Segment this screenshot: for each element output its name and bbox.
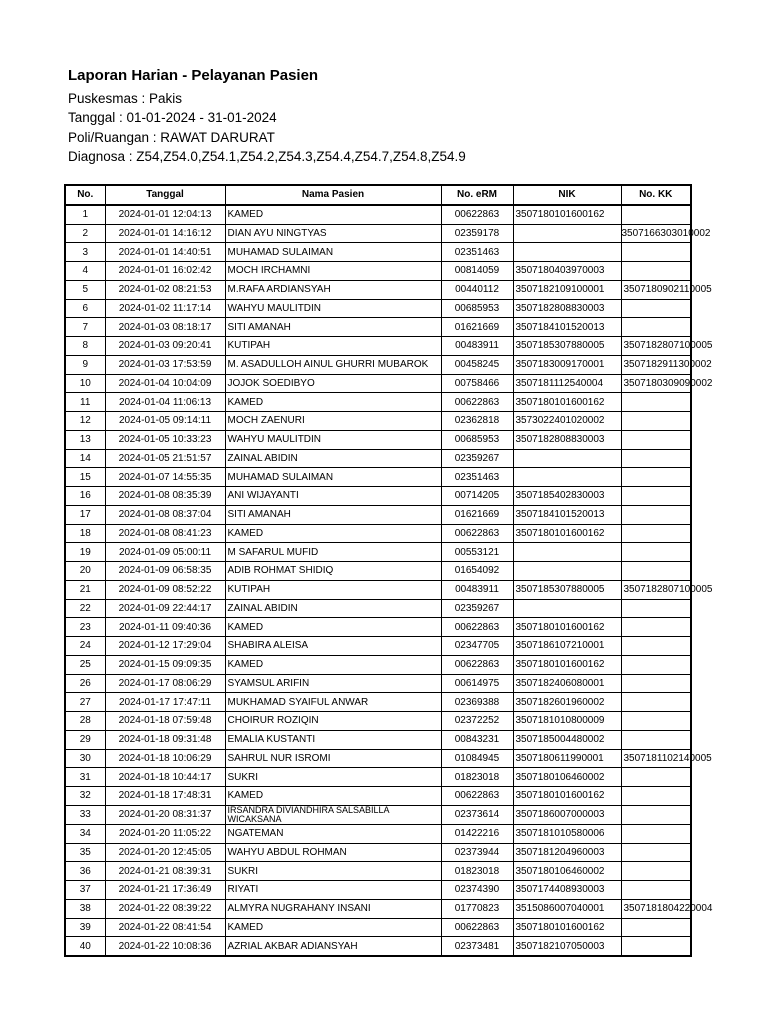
- cell-erm: 02362818: [441, 412, 513, 431]
- col-header-nama: Nama Pasien: [225, 185, 441, 205]
- cell-no: 35: [65, 843, 105, 862]
- cell-tanggal: 2024-01-22 08:41:54: [105, 918, 225, 937]
- cell-tanggal: 2024-01-22 10:08:36: [105, 937, 225, 956]
- cell-nik: 3507186107210001: [513, 637, 621, 656]
- cell-erm: 00622863: [441, 524, 513, 543]
- cell-tanggal: 2024-01-18 17:48:31: [105, 787, 225, 806]
- cell-nama: AZRIAL AKBAR ADIANSYAH: [225, 937, 441, 956]
- cell-kk: [621, 205, 691, 224]
- cell-no: 7: [65, 318, 105, 337]
- cell-no: 31: [65, 768, 105, 787]
- cell-nik: 3573022401020002: [513, 412, 621, 431]
- cell-no: 34: [65, 824, 105, 843]
- cell-erm: 02351463: [441, 243, 513, 262]
- cell-kk: [621, 655, 691, 674]
- cell-nama: IRSANDRA DIVIANDHIRA SALSABILLA WICAKSANA: [225, 805, 441, 824]
- cell-tanggal: 2024-01-01 16:02:42: [105, 262, 225, 281]
- cell-nik: 3507181010580006: [513, 824, 621, 843]
- cell-nik: 3507180101600162: [513, 618, 621, 637]
- patient-table: [64, 184, 713, 957]
- cell-nama: KAMED: [225, 393, 441, 412]
- cell-kk: [621, 318, 691, 337]
- cell-kk: [621, 637, 691, 656]
- cell-tanggal: 2024-01-01 14:16:12: [105, 224, 225, 243]
- cell-nik: [513, 468, 621, 487]
- cell-no: 3: [65, 243, 105, 262]
- cell-kk: [621, 824, 691, 843]
- table-row: [65, 918, 691, 937]
- cell-tanggal: 2024-01-20 12:45:05: [105, 843, 225, 862]
- table-row: [65, 749, 691, 768]
- cell-kk: [621, 393, 691, 412]
- table-row: [65, 824, 691, 843]
- cell-erm: 02373944: [441, 843, 513, 862]
- cell-nama: MOCH ZAENURI: [225, 412, 441, 431]
- cell-kk: [621, 412, 691, 431]
- cell-no: 5: [65, 280, 105, 299]
- cell-nama: KUTIPAH: [225, 580, 441, 599]
- report-title: Laporan Harian - Pelayanan Pasien: [68, 67, 319, 84]
- cell-tanggal: 2024-01-09 06:58:35: [105, 562, 225, 581]
- cell-no: 11: [65, 393, 105, 412]
- cell-tanggal: 2024-01-17 17:47:11: [105, 693, 225, 712]
- cell-erm: 01084945: [441, 749, 513, 768]
- table-row: [65, 243, 691, 262]
- table-row: [65, 599, 691, 618]
- cell-kk: [621, 487, 691, 506]
- table-row: [65, 805, 691, 824]
- cell-erm: 00458245: [441, 355, 513, 374]
- cell-nama: SHABIRA ALEISA: [225, 637, 441, 656]
- cell-nik: 3507185307880005: [513, 337, 621, 356]
- cell-erm: 00622863: [441, 655, 513, 674]
- cell-nik: 3507180101600162: [513, 393, 621, 412]
- cell-no: 2: [65, 224, 105, 243]
- diagnosa-line: Diagnosa : Z54,Z54.0,Z54.1,Z54.2,Z54.3,Z54.4,Z54.7,Z54.8,Z54.9: [68, 149, 466, 165]
- cell-nik: 3507174408930003: [513, 881, 621, 900]
- table-row: [65, 655, 691, 674]
- cell-no: 1: [65, 205, 105, 224]
- cell-nama: KAMED: [225, 618, 441, 637]
- cell-tanggal: 2024-01-04 10:04:09: [105, 374, 225, 393]
- cell-nik: 3507181010800009: [513, 712, 621, 731]
- cell-nama: JOJOK SOEDIBYO: [225, 374, 441, 393]
- cell-nik: 3507182107050003: [513, 937, 621, 956]
- cell-nama: SAHRUL NUR ISROMI: [225, 749, 441, 768]
- cell-erm: 01621669: [441, 318, 513, 337]
- cell-nama: M. ASADULLOH AINUL GHURRI MUBAROK: [225, 355, 441, 374]
- cell-no: 27: [65, 693, 105, 712]
- cell-nama: RIYATI: [225, 881, 441, 900]
- cell-erm: 02351463: [441, 468, 513, 487]
- cell-tanggal: 2024-01-02 08:21:53: [105, 280, 225, 299]
- table-row: [65, 862, 691, 881]
- cell-erm: 02369388: [441, 693, 513, 712]
- cell-tanggal: 2024-01-18 10:44:17: [105, 768, 225, 787]
- cell-tanggal: 2024-01-02 11:17:14: [105, 299, 225, 318]
- cell-erm: 02372252: [441, 712, 513, 731]
- cell-nik: 3507182109100001: [513, 280, 621, 299]
- cell-nama: SYAMSUL ARIFIN: [225, 674, 441, 693]
- cell-tanggal: 2024-01-18 07:59:48: [105, 712, 225, 731]
- cell-erm: 01654092: [441, 562, 513, 581]
- table-row: [65, 412, 691, 431]
- date-range-line: Tanggal : 01-01-2024 - 31-01-2024: [68, 110, 277, 126]
- cell-nama: MUKHAMAD SYAIFUL ANWAR: [225, 693, 441, 712]
- cell-no: 36: [65, 862, 105, 881]
- cell-erm: 00440112: [441, 280, 513, 299]
- cell-tanggal: 2024-01-20 11:05:22: [105, 824, 225, 843]
- cell-nik: 3507180106460002: [513, 768, 621, 787]
- cell-no: 22: [65, 599, 105, 618]
- cell-nik: 3507184101520013: [513, 505, 621, 524]
- cell-tanggal: 2024-01-05 10:33:23: [105, 430, 225, 449]
- cell-no: 29: [65, 730, 105, 749]
- table-row: [65, 224, 691, 243]
- cell-no: 14: [65, 449, 105, 468]
- cell-nama: SUKRI: [225, 862, 441, 881]
- cell-erm: 02374390: [441, 881, 513, 900]
- cell-no: 6: [65, 299, 105, 318]
- cell-nama: KAMED: [225, 918, 441, 937]
- col-header-nik: NIK: [513, 185, 621, 205]
- cell-tanggal: 2024-01-03 17:53:59: [105, 355, 225, 374]
- cell-erm: 01823018: [441, 768, 513, 787]
- cell-no: 28: [65, 712, 105, 731]
- cell-nama: KAMED: [225, 524, 441, 543]
- cell-nama: ZAINAL ABIDIN: [225, 599, 441, 618]
- table-row: [65, 299, 691, 318]
- cell-tanggal: 2024-01-05 21:51:57: [105, 449, 225, 468]
- table-row: [65, 543, 691, 562]
- poli-line: Poli/Ruangan : RAWAT DARURAT: [68, 129, 275, 145]
- cell-nik: 3507182808830003: [513, 299, 621, 318]
- cell-nama: MUHAMAD SULAIMAN: [225, 243, 441, 262]
- cell-nama: SUKRI: [225, 768, 441, 787]
- table-row: [65, 374, 691, 393]
- cell-erm: 01621669: [441, 505, 513, 524]
- cell-nik: 3507185004480002: [513, 730, 621, 749]
- cell-nama: KAMED: [225, 787, 441, 806]
- table-row: [65, 843, 691, 862]
- cell-kk: [621, 843, 691, 862]
- cell-nik: 3507180101600162: [513, 918, 621, 937]
- col-header-no: No.: [65, 185, 105, 205]
- cell-nik: [513, 562, 621, 581]
- cell-kk: [621, 243, 691, 262]
- table-row: [65, 487, 691, 506]
- cell-tanggal: 2024-01-08 08:37:04: [105, 505, 225, 524]
- cell-kk: [621, 730, 691, 749]
- cell-nama: ALMYRA NUGRAHANY INSANI: [225, 899, 441, 918]
- cell-nama: MOCH IRCHAMNI: [225, 262, 441, 281]
- cell-erm: 00622863: [441, 393, 513, 412]
- cell-no: 21: [65, 580, 105, 599]
- cell-nama: M SAFARUL MUFID: [225, 543, 441, 562]
- cell-no: 12: [65, 412, 105, 431]
- cell-tanggal: 2024-01-08 08:35:39: [105, 487, 225, 506]
- cell-erm: 00622863: [441, 787, 513, 806]
- table-row: [65, 393, 691, 412]
- cell-kk: 3507180309090002: [621, 374, 691, 393]
- cell-erm: 00685953: [441, 430, 513, 449]
- table-body: [65, 205, 713, 956]
- cell-kk: 3507182807100005: [621, 337, 691, 356]
- table-row: [65, 205, 691, 224]
- cell-no: 24: [65, 637, 105, 656]
- cell-no: 9: [65, 355, 105, 374]
- cell-tanggal: 2024-01-08 08:41:23: [105, 524, 225, 543]
- cell-kk: [621, 693, 691, 712]
- cell-erm: 02359267: [441, 599, 513, 618]
- cell-no: 19: [65, 543, 105, 562]
- cell-kk: [621, 881, 691, 900]
- cell-erm: 00758466: [441, 374, 513, 393]
- table-row: [65, 730, 691, 749]
- cell-nik: 3507180106460002: [513, 862, 621, 881]
- cell-nama: ADIB ROHMAT SHIDIQ: [225, 562, 441, 581]
- cell-tanggal: 2024-01-21 17:36:49: [105, 881, 225, 900]
- cell-nama: NGATEMAN: [225, 824, 441, 843]
- table-row: [65, 899, 691, 918]
- cell-no: 38: [65, 899, 105, 918]
- cell-nik: 3507186007000003: [513, 805, 621, 824]
- cell-erm: 02359178: [441, 224, 513, 243]
- cell-erm: 00614975: [441, 674, 513, 693]
- cell-nik: 3515086007040001: [513, 899, 621, 918]
- cell-tanggal: 2024-01-15 09:09:35: [105, 655, 225, 674]
- cell-nama: ZAINAL ABIDIN: [225, 449, 441, 468]
- table-row: [65, 449, 691, 468]
- cell-no: 32: [65, 787, 105, 806]
- cell-nama: WAHYU MAULITDIN: [225, 299, 441, 318]
- cell-nama: MUHAMAD SULAIMAN: [225, 468, 441, 487]
- cell-no: 40: [65, 937, 105, 956]
- cell-tanggal: 2024-01-03 08:18:17: [105, 318, 225, 337]
- cell-no: 18: [65, 524, 105, 543]
- cell-erm: 02359267: [441, 449, 513, 468]
- cell-kk: [621, 468, 691, 487]
- cell-nik: 3507184101520013: [513, 318, 621, 337]
- table-row: [65, 580, 691, 599]
- cell-no: 25: [65, 655, 105, 674]
- cell-nama: CHOIRUR ROZIQIN: [225, 712, 441, 731]
- puskesmas-line: Puskesmas : Pakis: [68, 91, 183, 106]
- cell-tanggal: 2024-01-18 09:31:48: [105, 730, 225, 749]
- cell-kk: [621, 937, 691, 956]
- cell-erm: 02347705: [441, 637, 513, 656]
- cell-tanggal: 2024-01-07 14:55:35: [105, 468, 225, 487]
- cell-no: 4: [65, 262, 105, 281]
- cell-erm: 00553121: [441, 543, 513, 562]
- table-header-row: [65, 185, 691, 205]
- cell-tanggal: 2024-01-03 09:20:41: [105, 337, 225, 356]
- cell-nik: 3507185307880005: [513, 580, 621, 599]
- cell-erm: 00483911: [441, 337, 513, 356]
- cell-nik: [513, 599, 621, 618]
- table-row: [65, 318, 691, 337]
- cell-kk: [621, 599, 691, 618]
- cell-kk: [621, 918, 691, 937]
- cell-nik: [513, 449, 621, 468]
- cell-nik: [513, 243, 621, 262]
- cell-kk: [621, 430, 691, 449]
- cell-nama: WAHYU ABDUL ROHMAN: [225, 843, 441, 862]
- table-row: [65, 430, 691, 449]
- cell-no: 10: [65, 374, 105, 393]
- cell-kk: [621, 674, 691, 693]
- cell-erm: 00714205: [441, 487, 513, 506]
- cell-nik: [513, 543, 621, 562]
- cell-nik: 3507180101600162: [513, 787, 621, 806]
- cell-nama: SITI AMANAH: [225, 505, 441, 524]
- cell-nik: 3507182808830003: [513, 430, 621, 449]
- cell-tanggal: 2024-01-09 08:52:22: [105, 580, 225, 599]
- table-row: [65, 712, 691, 731]
- cell-kk: [621, 618, 691, 637]
- table-row: [65, 337, 691, 356]
- table-row: [65, 693, 691, 712]
- cell-tanggal: 2024-01-01 14:40:51: [105, 243, 225, 262]
- table-row: [65, 674, 691, 693]
- cell-no: 15: [65, 468, 105, 487]
- cell-no: 8: [65, 337, 105, 356]
- report-header: [68, 66, 466, 167]
- cell-erm: 00622863: [441, 918, 513, 937]
- cell-nama: KUTIPAH: [225, 337, 441, 356]
- cell-nik: 3507185402830003: [513, 487, 621, 506]
- table-row: [65, 468, 691, 487]
- cell-nama: M.RAFA ARDIANSYAH: [225, 280, 441, 299]
- cell-nama: ANI WIJAYANTI: [225, 487, 441, 506]
- cell-nik: 3507181112540004: [513, 374, 621, 393]
- cell-tanggal: 2024-01-09 22:44:17: [105, 599, 225, 618]
- cell-nik: 3507181204960003: [513, 843, 621, 862]
- table-row: [65, 881, 691, 900]
- cell-kk: [621, 543, 691, 562]
- cell-tanggal: 2024-01-21 08:39:31: [105, 862, 225, 881]
- table-row: [65, 787, 691, 806]
- cell-kk: 3507182911300002: [621, 355, 691, 374]
- cell-no: 20: [65, 562, 105, 581]
- cell-erm: 00622863: [441, 205, 513, 224]
- col-header-erm: No. eRM: [441, 185, 513, 205]
- col-header-tanggal: Tanggal: [105, 185, 225, 205]
- cell-erm: 00814059: [441, 262, 513, 281]
- cell-erm: 01422216: [441, 824, 513, 843]
- table-row: [65, 280, 691, 299]
- table-row: [65, 505, 691, 524]
- cell-nik: 3507182406080001: [513, 674, 621, 693]
- cell-kk: [621, 449, 691, 468]
- cell-kk: [621, 262, 691, 281]
- table-row: [65, 768, 691, 787]
- cell-kk: [621, 524, 691, 543]
- cell-kk: 3507181102140005: [621, 749, 691, 768]
- cell-kk: [621, 712, 691, 731]
- cell-no: 17: [65, 505, 105, 524]
- cell-nik: 3507180101600162: [513, 524, 621, 543]
- cell-kk: [621, 862, 691, 881]
- cell-erm: 00843231: [441, 730, 513, 749]
- cell-kk: [621, 768, 691, 787]
- cell-erm: 01770823: [441, 899, 513, 918]
- cell-tanggal: 2024-01-18 10:06:29: [105, 749, 225, 768]
- cell-no: 33: [65, 805, 105, 824]
- cell-tanggal: 2024-01-05 09:14:11: [105, 412, 225, 431]
- cell-tanggal: 2024-01-22 08:39:22: [105, 899, 225, 918]
- cell-tanggal: 2024-01-11 09:40:36: [105, 618, 225, 637]
- cell-kk: [621, 299, 691, 318]
- cell-nik: 3507180101600162: [513, 655, 621, 674]
- cell-nama: SITI AMANAH: [225, 318, 441, 337]
- table-row: [65, 355, 691, 374]
- table-row: [65, 524, 691, 543]
- cell-kk: 3507166303010002: [621, 224, 691, 243]
- cell-nik: [513, 224, 621, 243]
- cell-erm: 00622863: [441, 618, 513, 637]
- cell-kk: [621, 787, 691, 806]
- cell-nama: WAHYU MAULITDIN: [225, 430, 441, 449]
- cell-nama: KAMED: [225, 655, 441, 674]
- table-row: [65, 637, 691, 656]
- cell-no: 16: [65, 487, 105, 506]
- cell-tanggal: 2024-01-17 08:06:29: [105, 674, 225, 693]
- cell-kk: [621, 505, 691, 524]
- cell-tanggal: 2024-01-12 17:29:04: [105, 637, 225, 656]
- table-row: [65, 937, 691, 956]
- cell-no: 26: [65, 674, 105, 693]
- cell-tanggal: 2024-01-09 05:00:11: [105, 543, 225, 562]
- cell-nik: 3507180403970003: [513, 262, 621, 281]
- table-row: [65, 262, 691, 281]
- cell-kk: [621, 562, 691, 581]
- cell-nama: KAMED: [225, 205, 441, 224]
- cell-tanggal: 2024-01-20 08:31:37: [105, 805, 225, 824]
- cell-erm: 02373614: [441, 805, 513, 824]
- cell-nik: 3507180611990001: [513, 749, 621, 768]
- cell-kk: 3507181804220004: [621, 899, 691, 918]
- cell-nama: DIAN AYU NINGTYAS: [225, 224, 441, 243]
- table-row: [65, 562, 691, 581]
- cell-nik: 3507180101600162: [513, 205, 621, 224]
- cell-kk: [621, 805, 691, 824]
- cell-no: 30: [65, 749, 105, 768]
- cell-erm: 00685953: [441, 299, 513, 318]
- table-row: [65, 618, 691, 637]
- cell-erm: 02373481: [441, 937, 513, 956]
- cell-no: 37: [65, 881, 105, 900]
- cell-nik: 3507183009170001: [513, 355, 621, 374]
- cell-nik: 3507182601960002: [513, 693, 621, 712]
- cell-tanggal: 2024-01-01 12:04:13: [105, 205, 225, 224]
- cell-no: 39: [65, 918, 105, 937]
- cell-no: 23: [65, 618, 105, 637]
- cell-no: 13: [65, 430, 105, 449]
- col-header-kk: No. KK: [621, 185, 691, 205]
- cell-kk: 3507180902110005: [621, 280, 691, 299]
- cell-erm: 00483911: [441, 580, 513, 599]
- cell-tanggal: 2024-01-04 11:06:13: [105, 393, 225, 412]
- cell-nama: EMALIA KUSTANTI: [225, 730, 441, 749]
- cell-kk: 3507182807100005: [621, 580, 691, 599]
- cell-erm: 01823018: [441, 862, 513, 881]
